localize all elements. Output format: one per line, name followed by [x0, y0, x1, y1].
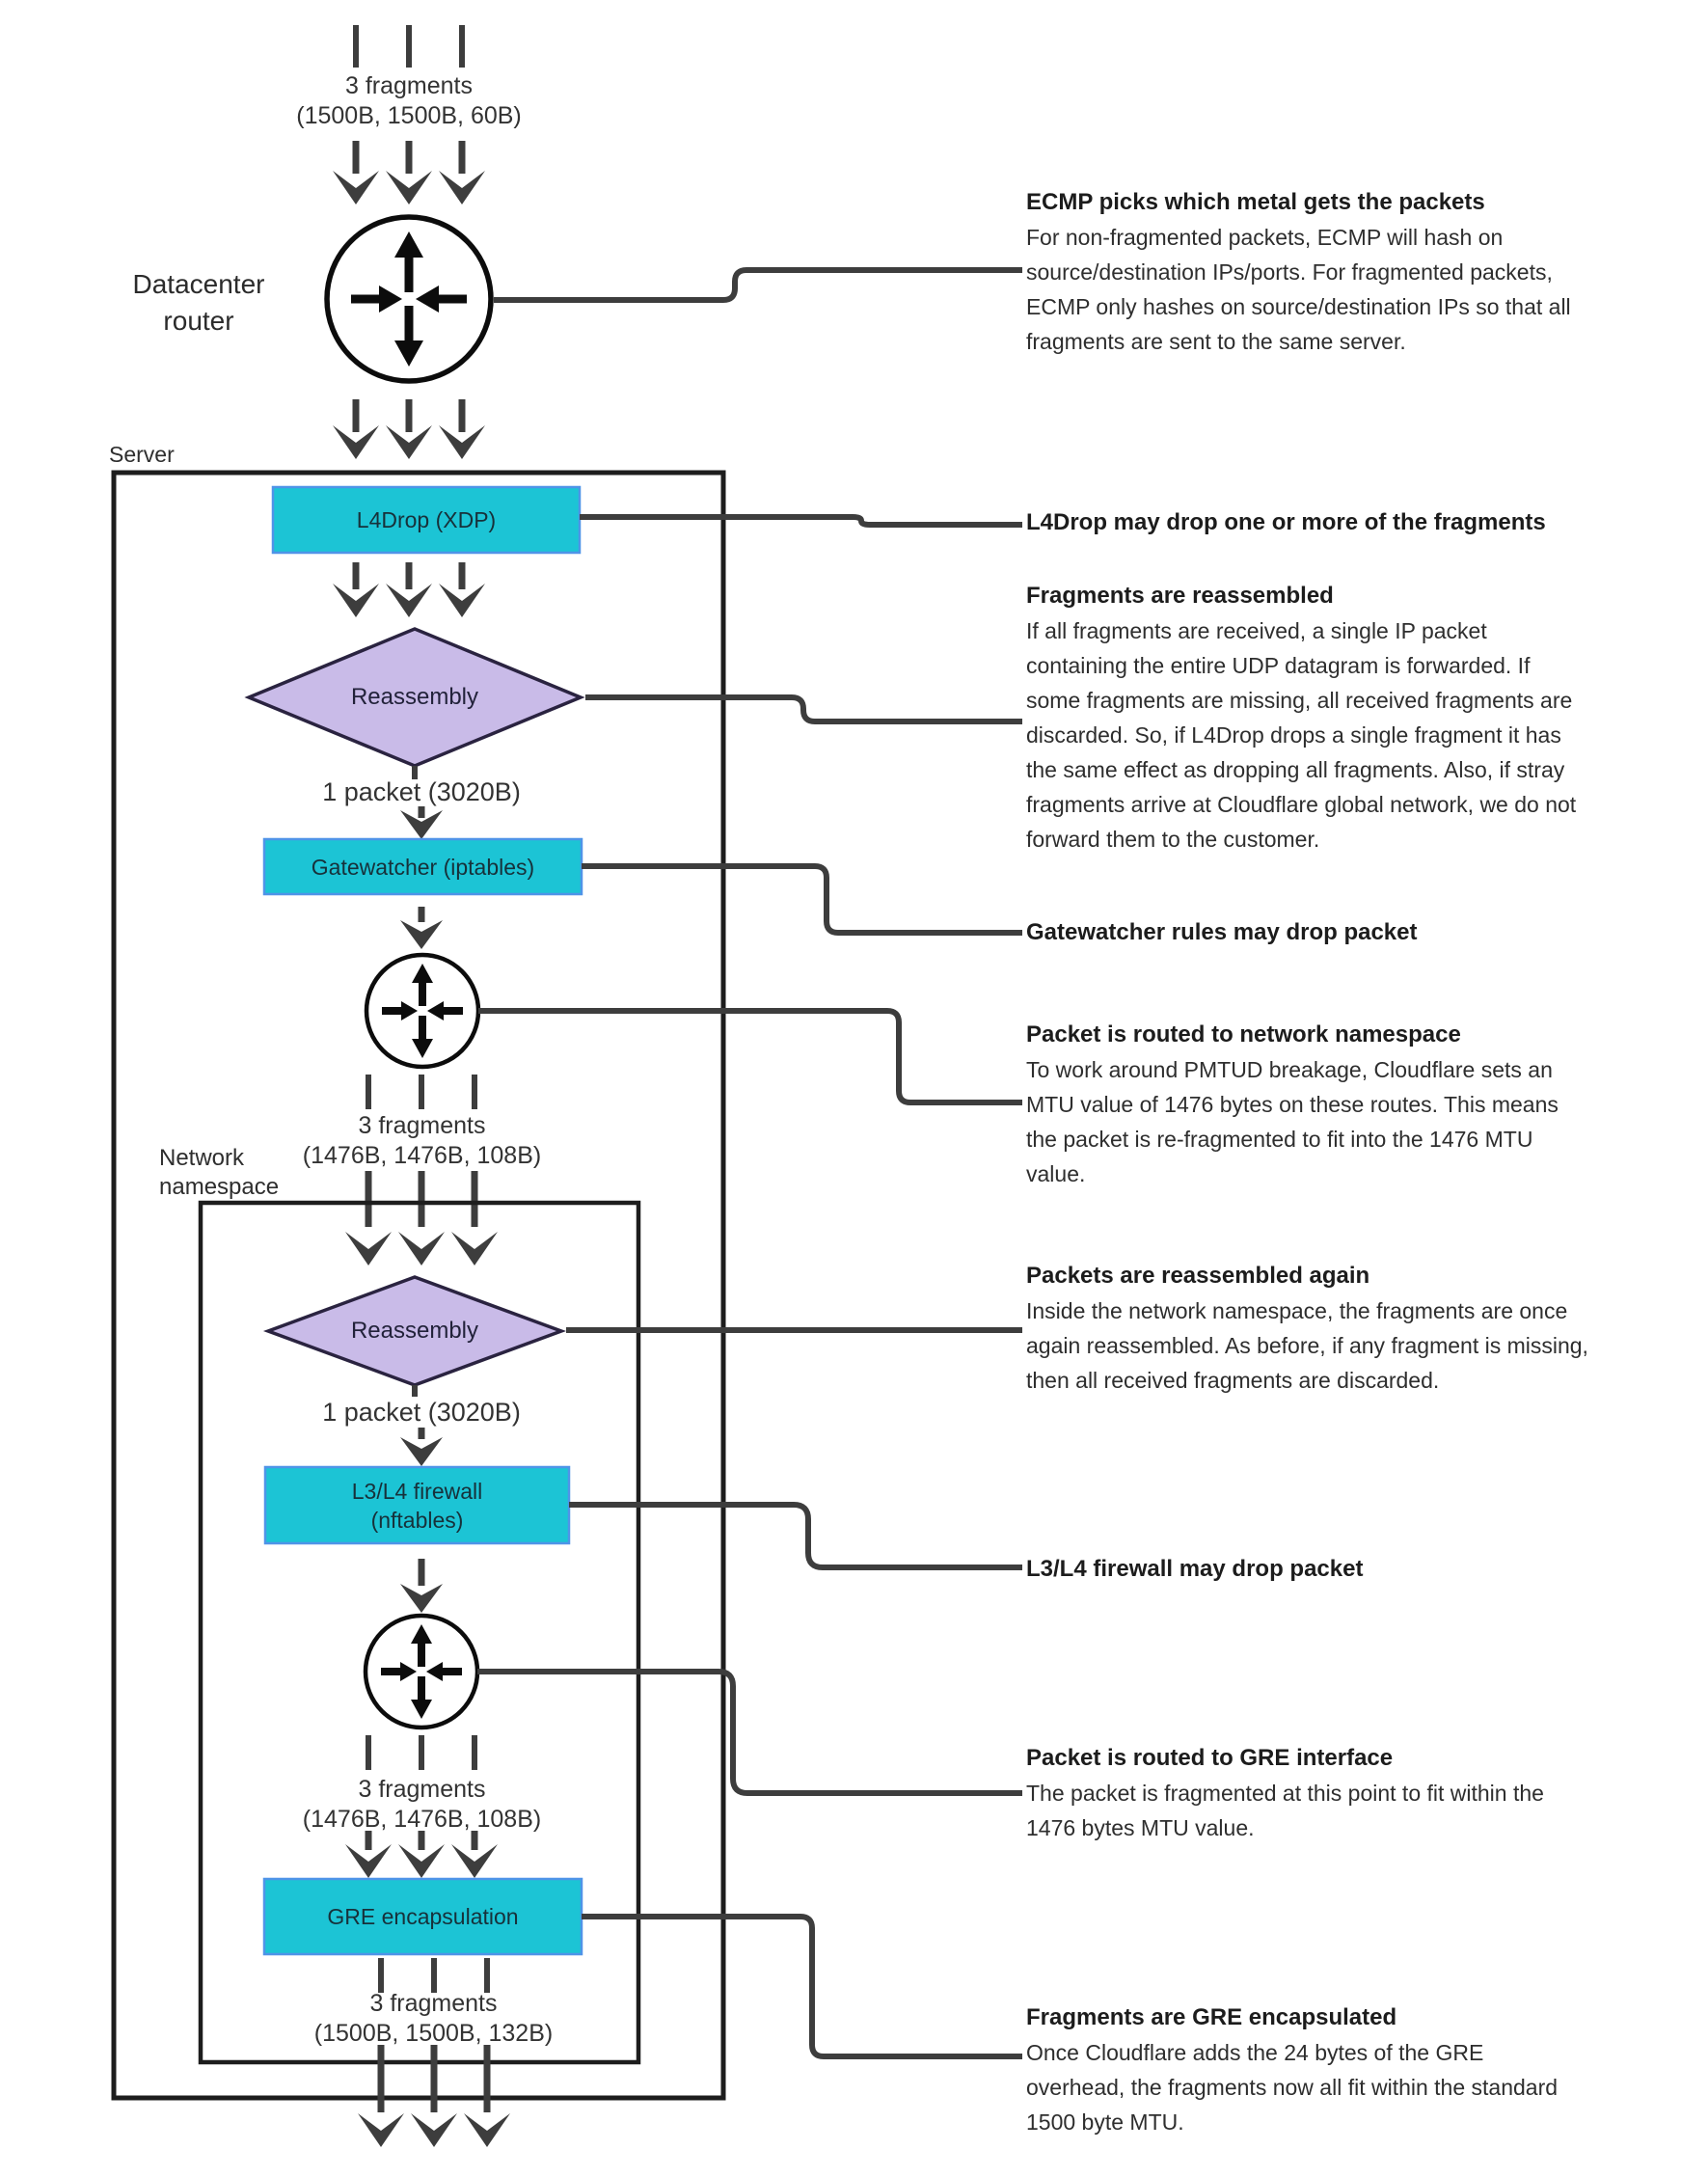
arrows-to-gre: [345, 1831, 498, 1878]
reassembly-1-label: Reassembly: [350, 684, 479, 710]
arrow-to-gatewatcher: [400, 806, 443, 839]
datacenter-router-label-line1: Datacenter: [132, 269, 265, 299]
firewall-label: [265, 1467, 569, 1543]
annotation-reassembly-2-body: Inside the network namespace, the fragments are once again reassembled. As before, if any fragment is missing, then all received fragments are discarded.: [1026, 1298, 1588, 1393]
fragments-before-gre-count: 3 fragments: [358, 1776, 486, 1803]
annotation-routed-to-namespace-body: To work around PMTUD breakage, Cloudflare sets an MTU value of 1476 bytes on these routes. This means the packet is re-fragmented to fit into the 1476 MTU value.: [1026, 1057, 1559, 1186]
annotation-routed-to-gre-title: Packet is routed to GRE interface: [1026, 1745, 1394, 1771]
annotation-reassembly-2-title: Packets are reassembled again: [1026, 1263, 1370, 1289]
annotation-routed-to-gre: [1026, 1741, 1581, 1845]
annotation-routed-to-namespace: [1026, 1018, 1581, 1191]
reassembly-2-label: Reassembly: [350, 1318, 479, 1344]
firewall-label-line2: (nftables): [370, 1507, 464, 1533]
l4drop-label: L4Drop (XDP): [356, 507, 497, 532]
stem-reassembly-2-out: [412, 1385, 418, 1397]
connector-ecmp-note: [494, 270, 1022, 300]
server-box-label: Server: [109, 442, 175, 467]
connector-gatewatcher-note: [582, 866, 1022, 933]
annotation-routed-to-gre-body: The packet is fragmented at this point to fit within the 1476 bytes MTU value.: [1026, 1781, 1544, 1840]
arrows-to-reassembly-2: [345, 1171, 498, 1265]
annotation-gre-title: Fragments are GRE encapsulated: [1026, 2004, 1397, 2030]
annotation-firewall: [1026, 1552, 1701, 1587]
connector-gre-note: [582, 1917, 1022, 2056]
fragments-before-gre-label: [231, 1775, 612, 1835]
network-namespace-label-line2: namespace: [159, 1174, 280, 1200]
annotation-reassembly-1-body: If all fragments are received, a single IP packet containing the entire UDP datagram is forwarded. If some fragments are missing, all received fragments are discarded. So, if L4Drop drops a single fragment it has the same effect as dropping all fragments. Also, if stray fragments arrive at Cloudflare global network, we do not forward them to the customer.: [1026, 618, 1577, 852]
arrows-to-datacenter-router-icon: [333, 141, 485, 204]
arrow-to-gre-routing: [400, 1559, 443, 1613]
input-fragments-label: [235, 71, 583, 131]
gre-label: GRE encapsulation: [327, 1904, 519, 1929]
annotation-ecmp-body: For non-fragmented packets, ECMP will hash on source/destination IPs/ports. For fragmented packets, ECMP only hashes on source/destination IPs so that all fragments are sent to the same server.: [1026, 225, 1571, 354]
connector-namespace-routing-note: [478, 1011, 1022, 1102]
annotation-reassembly-2: [1026, 1259, 1605, 1398]
output-fragments-count: 3 fragments: [369, 1990, 498, 2017]
packet-1-label: 1 packet (3020B): [322, 777, 521, 806]
packet-2-label: 1 packet (3020B): [322, 1398, 521, 1427]
arrow-to-namespace-routing: [400, 907, 443, 949]
annotation-gre: [1026, 2000, 1581, 2139]
output-fragments-label: [243, 1989, 624, 2049]
fragments-after-routing-sizes: (1476B, 1476B, 108B): [302, 1142, 542, 1169]
gatewatcher-label: Gatewatcher (iptables): [311, 854, 535, 880]
annotation-l4drop: [1026, 505, 1701, 540]
connector-reassembly-1-note: [585, 697, 1022, 721]
network-namespace-label-line1: Network: [159, 1145, 245, 1171]
fragments-before-gre-dashes: [366, 1735, 477, 1770]
fragments-after-routing-count: 3 fragments: [358, 1112, 486, 1139]
incoming-fragments-dashes: [353, 25, 465, 68]
arrows-to-reassembly-1: [333, 562, 485, 617]
arrows-to-server-box: [333, 399, 485, 459]
annotation-firewall-title: L3/L4 firewall may drop packet: [1026, 1556, 1364, 1582]
annotation-routed-to-namespace-title: Packet is routed to network namespace: [1026, 1021, 1461, 1048]
annotation-gre-body: Once Cloudflare adds the 24 bytes of the GRE overhead, the fragments now all fit within the standard 1500 byte MTU.: [1026, 2040, 1559, 2135]
datacenter-router-label-line2: router: [163, 306, 234, 336]
annotation-ecmp-title: ECMP picks which metal gets the packets: [1026, 189, 1485, 215]
annotation-l4drop-title: L4Drop may drop one or more of the fragments: [1026, 509, 1546, 535]
fragments-before-gre-sizes: (1476B, 1476B, 108B): [302, 1806, 542, 1833]
datacenter-router-icon: [327, 217, 491, 381]
datacenter-router-label: [93, 266, 305, 340]
annotation-reassembly-1: [1026, 579, 1581, 857]
annotation-gatewatcher-title: Gatewatcher rules may drop packet: [1026, 919, 1418, 945]
annotation-gatewatcher: [1026, 915, 1701, 950]
arrows-out-of-server: [358, 2045, 510, 2147]
annotation-reassembly-1-title: Fragments are reassembled: [1026, 583, 1334, 609]
input-fragments-sizes: (1500B, 1500B, 60B): [296, 102, 522, 129]
fragments-after-routing-label: [231, 1111, 612, 1171]
namespace-routing-icon: [366, 955, 478, 1067]
annotation-ecmp: [1026, 185, 1581, 359]
output-fragments-dashes: [378, 1958, 490, 1993]
gre-routing-icon: [366, 1616, 477, 1728]
input-fragments-count: 3 fragments: [344, 72, 473, 99]
connector-l4drop-note: [580, 517, 1022, 525]
fragments-after-routing-dashes: [366, 1075, 477, 1109]
firewall-label-line1: L3/L4 firewall: [351, 1478, 483, 1504]
output-fragments-sizes: (1500B, 1500B, 132B): [313, 2020, 554, 2047]
arrow-to-firewall: [400, 1428, 443, 1466]
network-namespace-label: [159, 1144, 279, 1202]
